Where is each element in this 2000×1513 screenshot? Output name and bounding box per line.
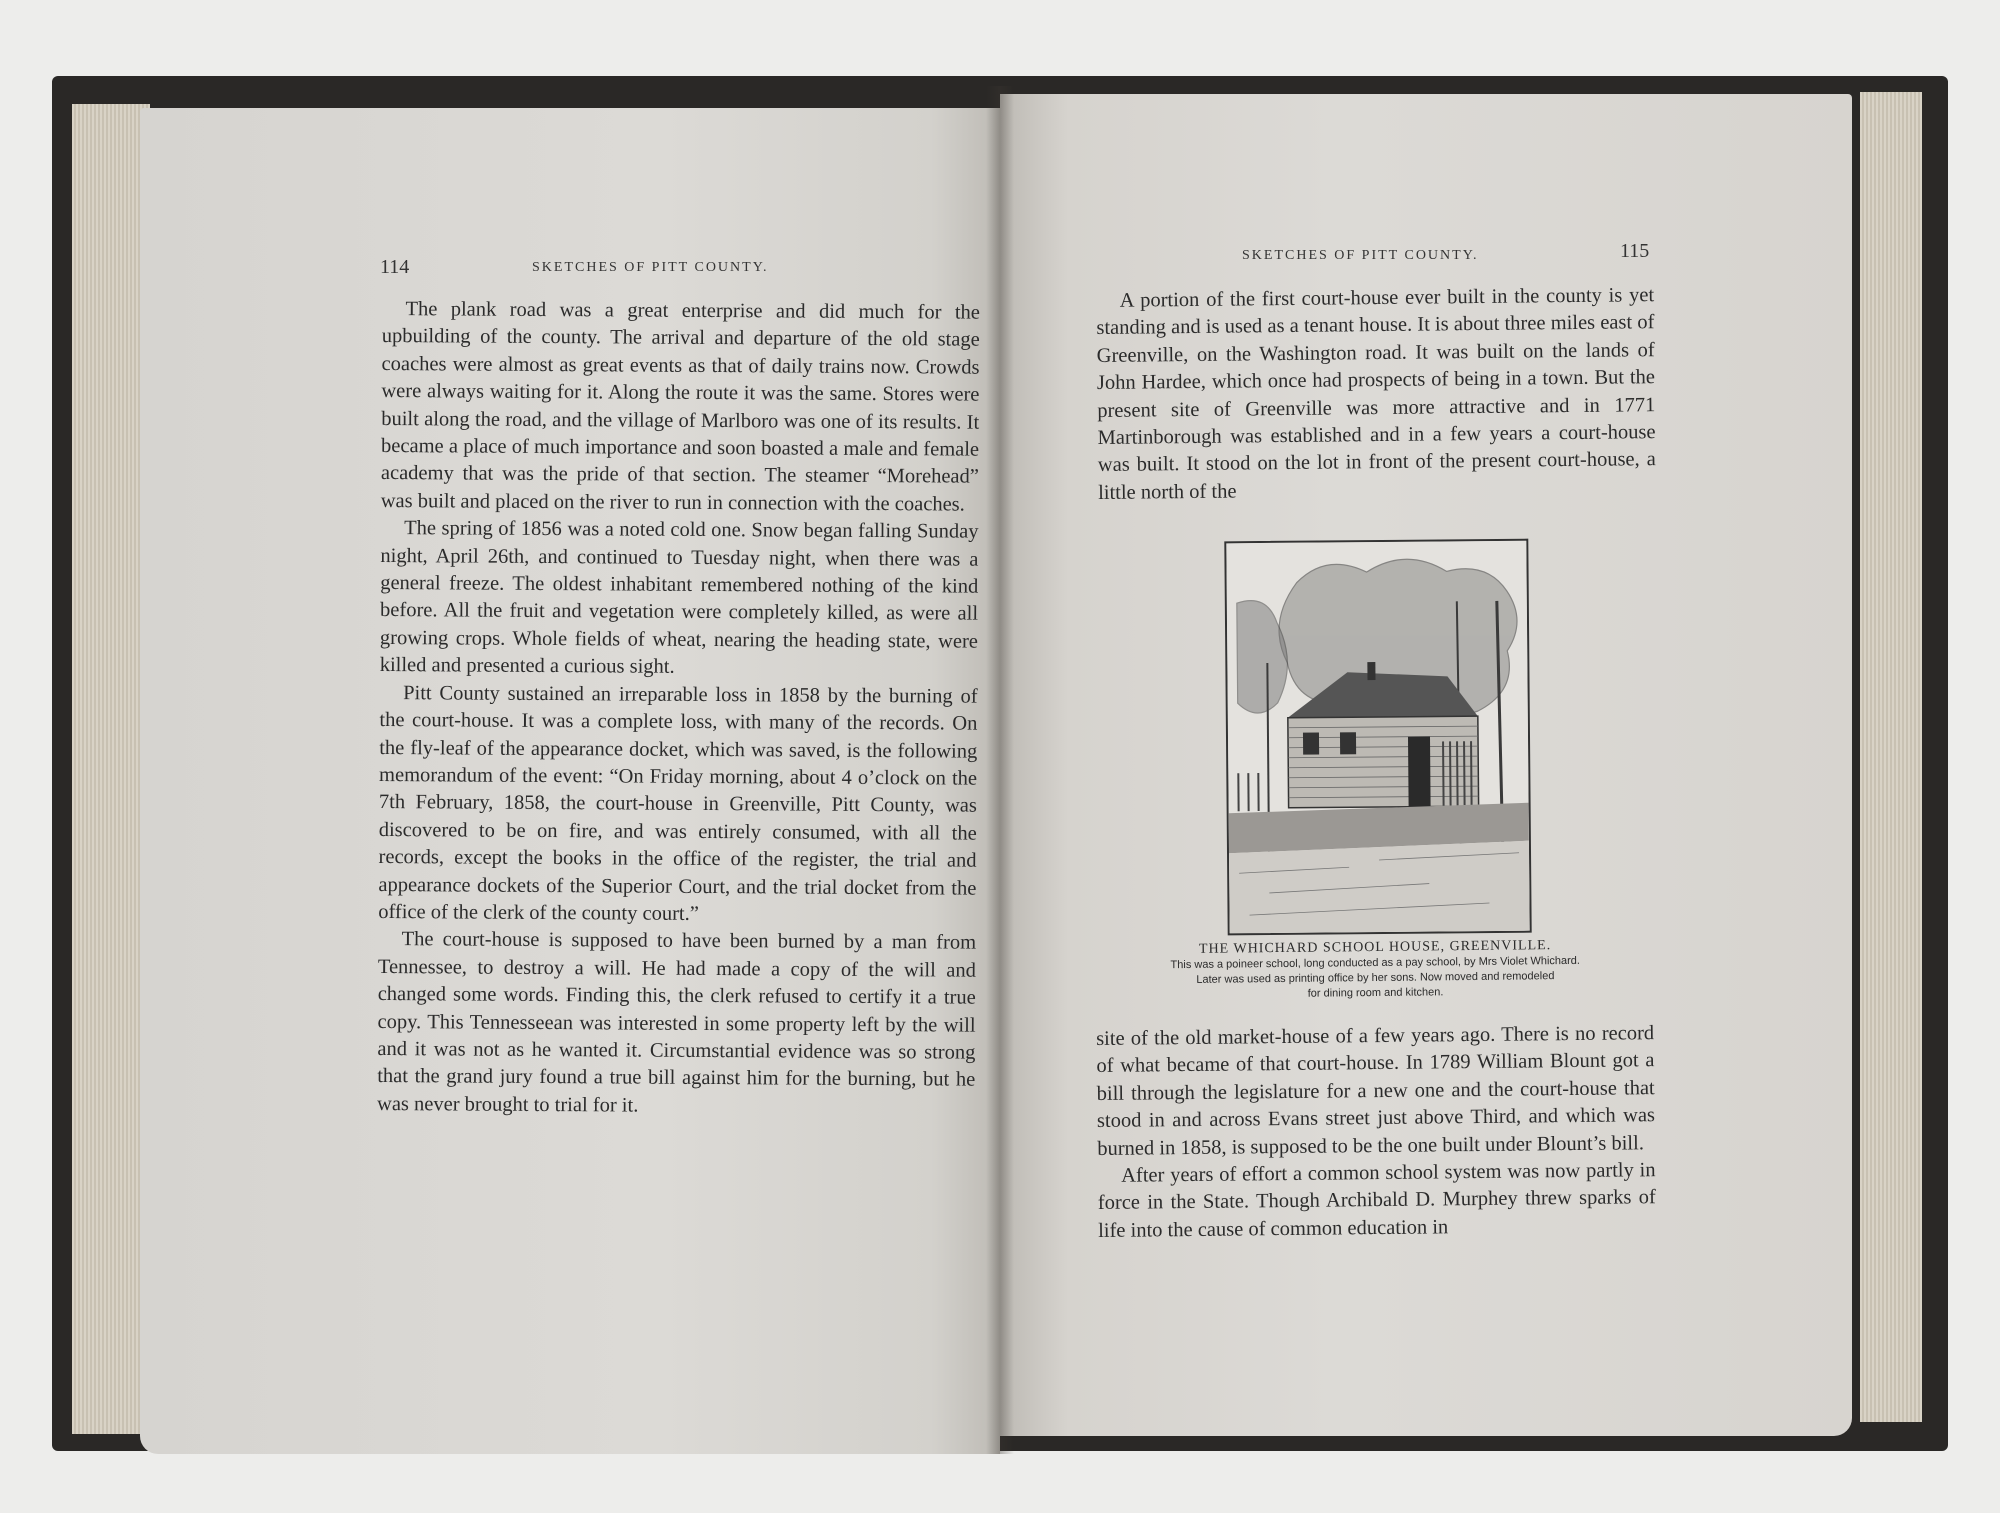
- paragraph: site of the old market-house of a few years ago. There is no record of what became of that court-house. In 1789 William Blount got a bill through the legislature for a new one and the court-house that stood in and across Evans street just above Third, and which was burned in 1858, is supposed to be the one built under Blount’s bill.: [1096, 1022, 1656, 1160]
- paragraph: Pitt County sustained an irreparable loss in 1858 by the burning of the court-house. It was a complete loss, with many of the records. On the fly-leaf of the appearance docket, which was saved, is the following memorandum of the event: “On Friday morning, about 4 o’clock on the 7th February, 1858, the court-house in Greenville, Pitt County, was discovered to be on fire, and was entirely consumed, with all the records, except the books in the office of the register, the trial and appearance dockets of the Superior Court, and the trial docket from the office of the clerk of the county court.”: [378, 681, 978, 925]
- page-number-left: 114: [380, 256, 410, 278]
- page-edges-left: [72, 104, 150, 1434]
- paragraph: The court-house is supposed to have been burned by a man from Tennessee, to destroy a will. He had made a copy of the will and changed some words. Finding this, the clerk refused to certify it a true copy. This Tennesseean was interested in some property left by the will and it was not as he wanted it. Circumstantial evidence was so strong that the grand jury found a true bill against him for the burning, but he was never brought to trial for it.: [376, 928, 977, 1117]
- running-head-right: SKETCHES OF PITT COUNTY.: [1242, 248, 1479, 263]
- page-number-right: 115: [1620, 240, 1650, 262]
- paragraph: The plank road was a great enterprise and did much for the upbuilding of the county. The arrival and departure of the old stage coaches were almost as great events as that of daily trains now. Crowds were always waiting for it. Along the route it was the same. Stores were built along the road, and the village of Marlboro was one of its results. It became a place of much importance and soon boasted a male and female academy that was the pride of that section. The steamer “Morehead” was built and placed on the river to run in connection with the coaches.: [380, 298, 980, 516]
- running-head-left: SKETCHES OF PITT COUNTY.: [532, 260, 769, 275]
- left-page-text: [377, 296, 980, 1122]
- right-page-text-top: [1096, 282, 1656, 507]
- page-edges-right: [1860, 92, 1922, 1422]
- paragraph: A portion of the first court-house ever built in the county is yet standing and is used as a tenant house. It is about three miles east of Greenville, on the Washington road. It was built on the lands of John Hardee, which once had prospects of being in a town. But the present site of Greenville was more attractive and in 1771 Martinborough was established and in a few years a court-house was built. It stood on the lot in front of the present court-house, a little north of the: [1096, 284, 1656, 504]
- right-page: [1000, 94, 1852, 1436]
- right-page-text-bottom: [1096, 1020, 1656, 1245]
- left-page: [140, 108, 1000, 1454]
- school-house-illustration: [1224, 539, 1531, 936]
- caption-line: This was a poineer school, long conducted as a pay school, by Mrs Violet Whichard.: [1170, 954, 1581, 972]
- paragraph: The spring of 1856 was a noted cold one. Snow began falling Sunday night, April 26th, and continued to Tuesday night, when there was a general freeze. The oldest inhabitant remembered nothing of the kind before. All the fruit and vegetation were completely killed, as were all growing crops. Whole fields of wheat, nearing the heading state, were killed and presented a curious sight.: [379, 517, 979, 679]
- illustration-caption: [1096, 937, 1655, 1004]
- school-house-engraving: [1226, 541, 1529, 934]
- caption-line: for dining room and kitchen.: [1307, 986, 1444, 1000]
- caption-title: THE WHICHARD SCHOOL HOUSE, GREENVILLE.: [1198, 938, 1552, 957]
- book-gutter: [986, 86, 1014, 1454]
- caption-line: Later was used as printing office by her sons. Now moved and remodeled: [1196, 970, 1555, 986]
- paragraph: After years of effort a common school system was now partly in force in the State. Though Archibald D. Murphey threw sparks of life into the cause of common education in: [1097, 1159, 1656, 1242]
